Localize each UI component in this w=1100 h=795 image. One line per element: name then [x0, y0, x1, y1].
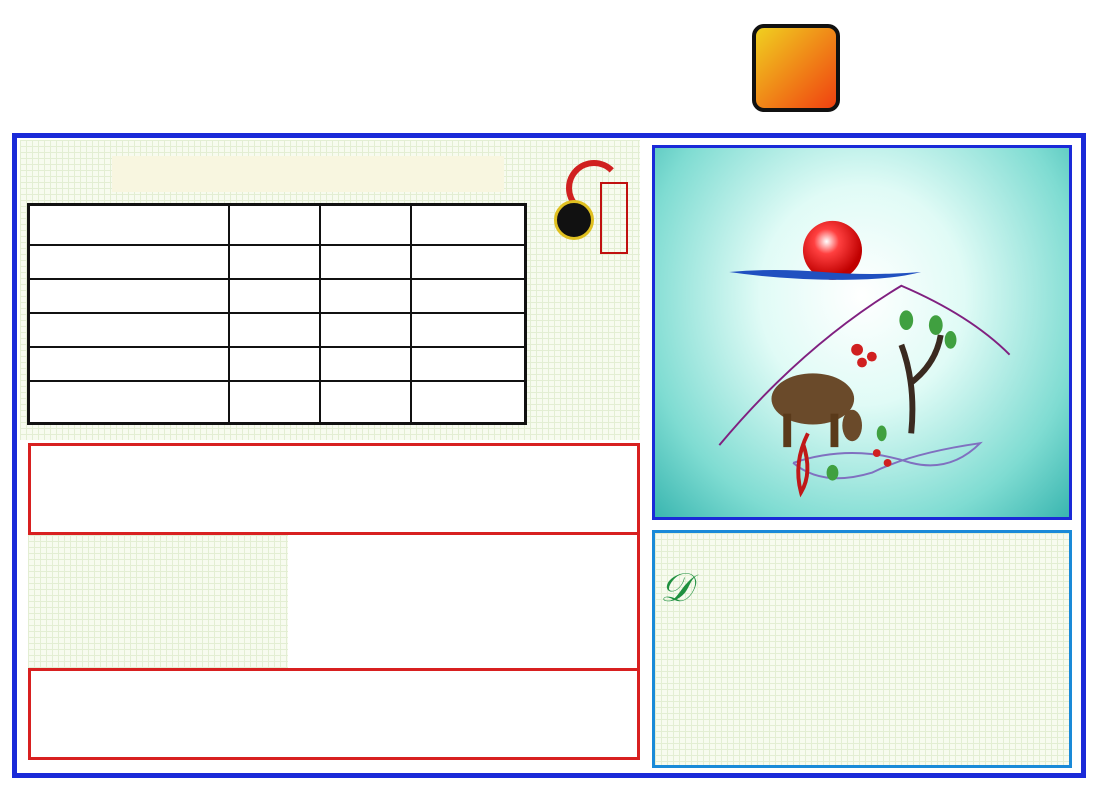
row-category: [29, 347, 229, 381]
header-cold: [320, 205, 411, 245]
header-category: [29, 205, 229, 245]
number-table: [27, 203, 527, 425]
red-leaves: [851, 344, 891, 467]
row-cold: [320, 313, 411, 347]
row-cold: [320, 347, 411, 381]
row-hot: [229, 313, 320, 347]
row-hot: [229, 245, 320, 279]
row-cold: [320, 279, 411, 313]
logo-char: [400, 24, 488, 112]
table-row: [29, 381, 526, 424]
row-offer: [411, 347, 525, 381]
row-category: [29, 245, 229, 279]
row-cold: [320, 381, 411, 424]
table-row: [29, 279, 526, 313]
row-category: [29, 313, 229, 347]
poem-background: [655, 533, 1069, 765]
table-row: [29, 347, 526, 381]
table-row: [29, 245, 526, 279]
ox-icon: [771, 373, 862, 447]
sun-icon: [803, 221, 862, 280]
row-hot: [229, 347, 320, 381]
table-row: [29, 313, 526, 347]
table-header-row: [29, 205, 526, 245]
middle-panel-background: [28, 535, 288, 669]
ink-pot-icon: [554, 200, 594, 240]
logo-char: [488, 24, 576, 112]
header-hot: [229, 205, 320, 245]
logo-char: [576, 24, 664, 112]
row-hot: [229, 279, 320, 313]
seal-stamp: [550, 156, 630, 252]
logo-char: [752, 24, 840, 112]
row-cold: [320, 245, 411, 279]
page-logo: [400, 24, 840, 114]
row-hot: [229, 381, 320, 424]
row-offer: [411, 279, 525, 313]
table-title: [112, 156, 504, 192]
row-category: [29, 279, 229, 313]
snake-icon: [798, 433, 808, 492]
logo-char: [664, 24, 752, 112]
row-category: [29, 381, 229, 424]
hint-picture: [652, 145, 1072, 520]
issue-label: [890, 52, 926, 90]
row-offer: [411, 381, 525, 424]
zodiac-row-bottom: [28, 668, 640, 760]
header-offer: [411, 205, 525, 245]
zodiac-row-top: [28, 443, 640, 535]
tree-trunk: [901, 335, 940, 433]
seal-text: [600, 182, 628, 254]
flourish-icon: 𝒟: [660, 565, 692, 611]
hint-illustration: [655, 148, 1069, 517]
poem-title: [660, 555, 692, 613]
row-offer: [411, 245, 525, 279]
row-offer: [411, 313, 525, 347]
